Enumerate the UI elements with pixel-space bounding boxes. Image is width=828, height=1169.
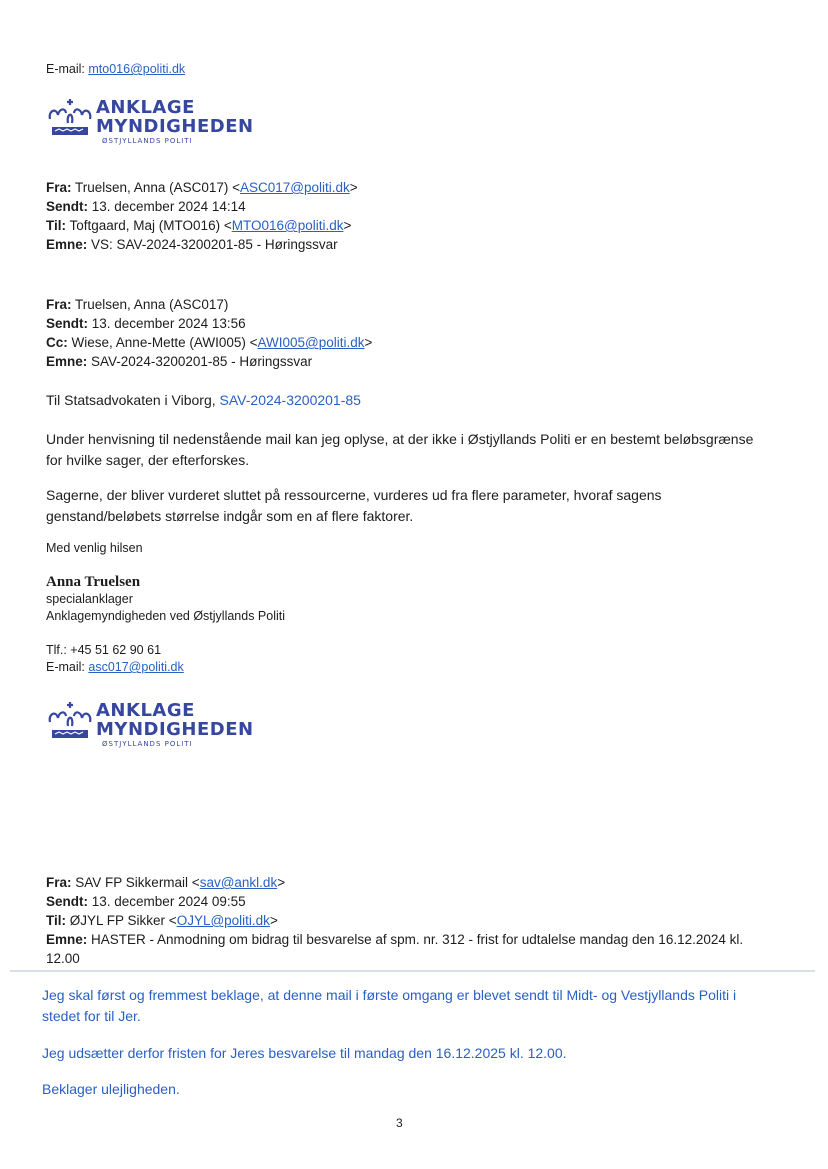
- top-email-link[interactable]: mto016@politi.dk: [88, 62, 186, 76]
- signature-org: Anklagemyndigheden ved Østjyllands Politi: [46, 609, 286, 623]
- signature-title: specialanklager: [46, 592, 133, 606]
- header3-subject: Emne: HASTER - Anmodning om bidrag til besvarelse af spm. nr. 312 - frist for udtalelse mandag den 16.12.2024 kl.: [46, 932, 744, 947]
- header2-sent: Sendt: 13. december 2024 13:56: [46, 316, 246, 331]
- email-header-2: [46, 295, 372, 371]
- signature-email-link[interactable]: asc017@politi.dk: [88, 660, 184, 674]
- header1-sent: Sendt: 13. december 2024 14:14: [46, 199, 246, 214]
- header2-cc: Cc: Wiese, Anne-Mette (AWI005) <AWI005@politi.dk>: [46, 335, 373, 350]
- header1-to-link[interactable]: MTO016@politi.dk: [231, 218, 344, 233]
- message-divider: [10, 970, 815, 972]
- logo-line3: ØSTJYLLANDS POLITI: [102, 137, 193, 145]
- signature-contact: [46, 642, 184, 676]
- logo-line2: MYNDIGHEDEN: [96, 116, 254, 137]
- logo-line1: ANKLAGE: [96, 700, 195, 721]
- header3-subject-cont: 12.00: [46, 951, 80, 966]
- crown-icon: [46, 97, 94, 139]
- signature-name: Anna Truelsen: [46, 574, 141, 590]
- header2-subject: Emne: SAV-2024-3200201-85 - Høringssvar: [46, 354, 313, 369]
- body-paragraph-2: Sagerne, der bliver vurderet sluttet på ressourcerne, vurderes ud fra flere parameter, hvoraf sagens genstand/beløbets størrelse indgår som en af flere faktorer.: [46, 487, 662, 524]
- crown-icon: [46, 700, 94, 742]
- anklagemyndigheden-logo: [46, 97, 306, 153]
- header3-to-link[interactable]: OJYL@politi.dk: [176, 913, 270, 928]
- signature-phone: Tlf.: +45 51 62 90 61: [46, 643, 162, 657]
- logo-line2: MYNDIGHEDEN: [96, 719, 254, 740]
- logo-line1: ANKLAGE: [96, 97, 195, 118]
- addressee-line: Til Statsadvokaten i Viborg, SAV-2024-3200201-85: [46, 392, 361, 408]
- forwarded-paragraph-2: Jeg udsætter derfor fristen for Jeres besvarelse til mandag den 16.12.2025 kl. 12.00.: [42, 1045, 567, 1061]
- email-header-1: [46, 178, 358, 254]
- signature-block: [46, 574, 285, 625]
- case-reference: SAV-2024-3200201-85: [219, 392, 361, 408]
- forwarded-paragraph-1: Jeg skal først og fremmest beklage, at denne mail i første omgang er blevet sendt til Midt- og Vestjyllands Politi i stedet for til Jer.: [42, 987, 737, 1024]
- signature-email-line: E-mail: asc017@politi.dk: [46, 660, 184, 674]
- header3-to: Til: ØJYL FP Sikker <OJYL@politi.dk>: [46, 913, 278, 928]
- header1-from: Fra: Truelsen, Anna (ASC017) <ASC017@politi.dk>: [46, 180, 358, 195]
- closing: Med venlig hilsen: [46, 541, 143, 555]
- anklagemyndigheden-logo-2: [46, 700, 306, 756]
- header3-from: Fra: SAV FP Sikkermail <sav@ankl.dk>: [46, 875, 286, 890]
- header3-sent: Sendt: 13. december 2024 09:55: [46, 894, 246, 909]
- logo-line3: ØSTJYLLANDS POLITI: [102, 740, 193, 748]
- body-paragraph-1: Under henvisning til nedenstående mail kan jeg oplyse, at der ikke i Østjyllands Politi er en bestemt beløbsgrænse for hvilke sager, der efterforskes.: [46, 431, 754, 468]
- header3-from-link[interactable]: sav@ankl.dk: [199, 875, 278, 890]
- header1-to: Til: Toftgaard, Maj (MTO016) <MTO016@politi.dk>: [46, 218, 352, 233]
- header1-subject: Emne: VS: SAV-2024-3200201-85 - Høringssvar: [46, 237, 338, 252]
- forwarded-paragraph-3: Beklager ulejligheden.: [42, 1081, 180, 1097]
- email-header-3: [46, 873, 806, 968]
- header1-from-link[interactable]: ASC017@politi.dk: [240, 180, 350, 195]
- header2-from: Fra: Truelsen, Anna (ASC017): [46, 297, 229, 312]
- page-number: 3: [396, 1116, 403, 1130]
- header2-cc-link[interactable]: AWI005@politi.dk: [257, 335, 365, 350]
- top-email-line: E-mail: mto016@politi.dk: [46, 62, 186, 76]
